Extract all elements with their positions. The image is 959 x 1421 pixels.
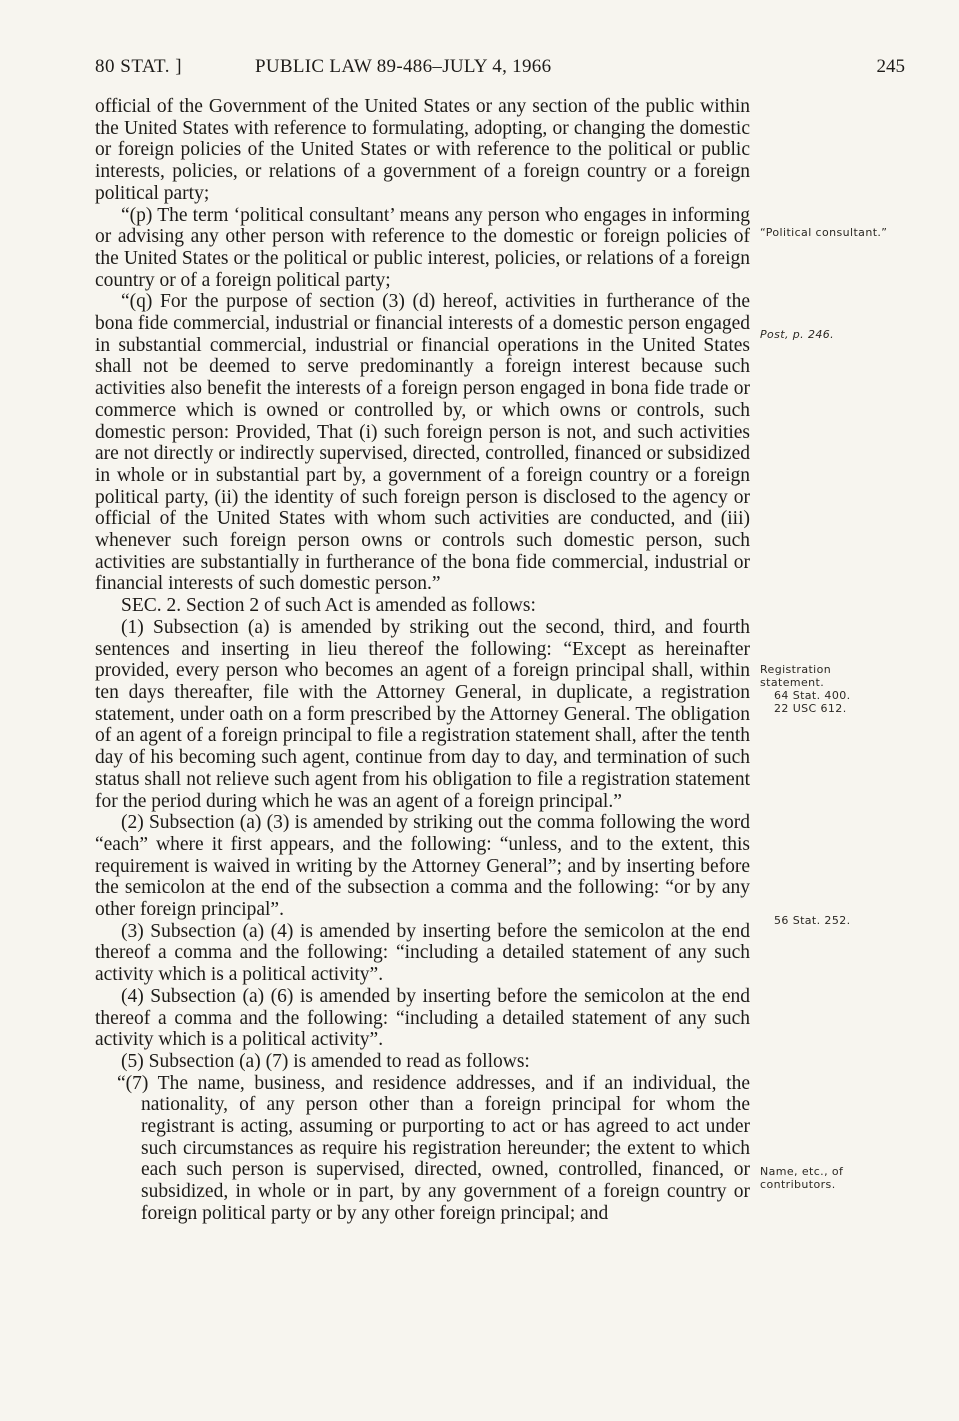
margin-note-registration [760, 663, 890, 715]
page-number: 245 [876, 56, 905, 77]
margin-note-contributors: Name, etc., of contributors. [760, 1165, 844, 1191]
paragraph-q-definition: “(q) For the purpose of section (3) (d) hereof, activities in furtherance of the bona fide commercial, industrial or financial interests of a domestic person engaged in substantial commercial, industrial or financial operations in the United States shall not be deemed to serve predominantly a foreign interest because such activities also benefit the interests of a foreign person engaged in bona fide trade or commerce which is owned or controlled by, or which owns or controls, such domestic person: Provided, That (i) such foreign person is not, and such activities are not directly or indirectly supervised, directed, controlled, financed or subsidized in whole or in substantial part by, a government of a foreign country or a foreign political party, (ii) the identity of such foreign person is disclosed to the agency or official of the United States with whom such activities are conducted, and (iii) whenever such foreign person owns or controls such domestic person, such activities are substantially in furtherance of the bona fide commercial, industrial or financial interests of such domestic person.” [95, 291, 750, 595]
margin-note-56-stat: 56 Stat. 252. [774, 914, 851, 927]
paragraph-subsection-7: “(7) The name, business, and residence addresses, and if an individual, the nationality, of any person other than a foreign principal for whom the registrant is acting, assuming or purporting to act or has agreed to act under such circumstances as require his registration hereunder; the extent to which each such person is supervised, directed, owned, controlled, financed, or subsidized, in whole or in part, by any government of a foreign country or foreign political party or by any other foreign principal; and [117, 1072, 750, 1224]
paragraph-p-definition: “(p) The term ‘political consultant’ means any person who engages in informing or advising any other person with reference to the domestic or foreign policies of the United States or the political or public interest, policies, or relations of a foreign country or of a foreign political party; [95, 204, 750, 291]
body-text [95, 96, 750, 1225]
margin-note-citation-22-usc: 22 USC 612. [774, 702, 847, 715]
margin-note-citation-64-stat: 64 Stat. 400. [774, 689, 851, 702]
page-header [95, 56, 910, 82]
law-title: PUBLIC LAW 89-486–JULY 4, 1966 [255, 56, 552, 77]
paragraph-amendment-4: (4) Subsection (a) (6) is amended by inserting before the semicolon at the end thereof a comma and the following: “including a detailed statement of any such activity which is a political activity”. [95, 985, 750, 1051]
margin-note-registration-label: Registration statement. [760, 663, 832, 689]
section-2-heading: SEC. 2. Section 2 of such Act is amended as follows: [121, 595, 536, 617]
paragraph-amendment-2: (2) Subsection (a) (3) is amended by striking out the comma following the word “each” where it first appears, and the following: “unless, and to the extent, this requirement is waived in writing by the Attorney General”; and by inserting before the semicolon at the end of the subsection a comma and the following: “or by any other foreign principal”. [95, 812, 750, 921]
margin-note-political-consultant: “Political consultant.” [760, 226, 888, 239]
margin-note-post: Post, p. 246. [760, 328, 835, 341]
stat-reference: 80 STAT. ] [95, 56, 183, 77]
paragraph-continuation: official of the Government of the United States or any section of the public within the United States with reference to formulating, adopting, or changing the domestic or foreign policies of the United States or with reference to the political or public interests, policies, or relations of a government of a foreign country or a foreign political party; [95, 96, 750, 204]
paragraph-amendment-1: (1) Subsection (a) is amended by striking out the second, third, and fourth sentences and inserting in lieu thereof the following: “Except as hereinafter provided, every person who becomes an agent of a foreign principal shall, within ten days thereafter, file with the Attorney General, in duplicate, a registration statement, under oath on a form prescribed by the Attorney General. The obligation of an agent of a foreign principal to file a registration statement shall, after the tenth day of his becoming such agent, continue from day to day, and termination of such status shall not relieve such agent from his obligation to file a registration statement for the period during which he was an agent of a foreign principal.” [95, 616, 750, 812]
paragraph-amendment-5: (5) Subsection (a) (7) is amended to read as follows: [121, 1050, 530, 1072]
paragraph-amendment-3: (3) Subsection (a) (4) is amended by inserting before the semicolon at the end thereof a comma and the following: “including a detailed statement of any such activity which is a political activity”. [95, 920, 750, 986]
